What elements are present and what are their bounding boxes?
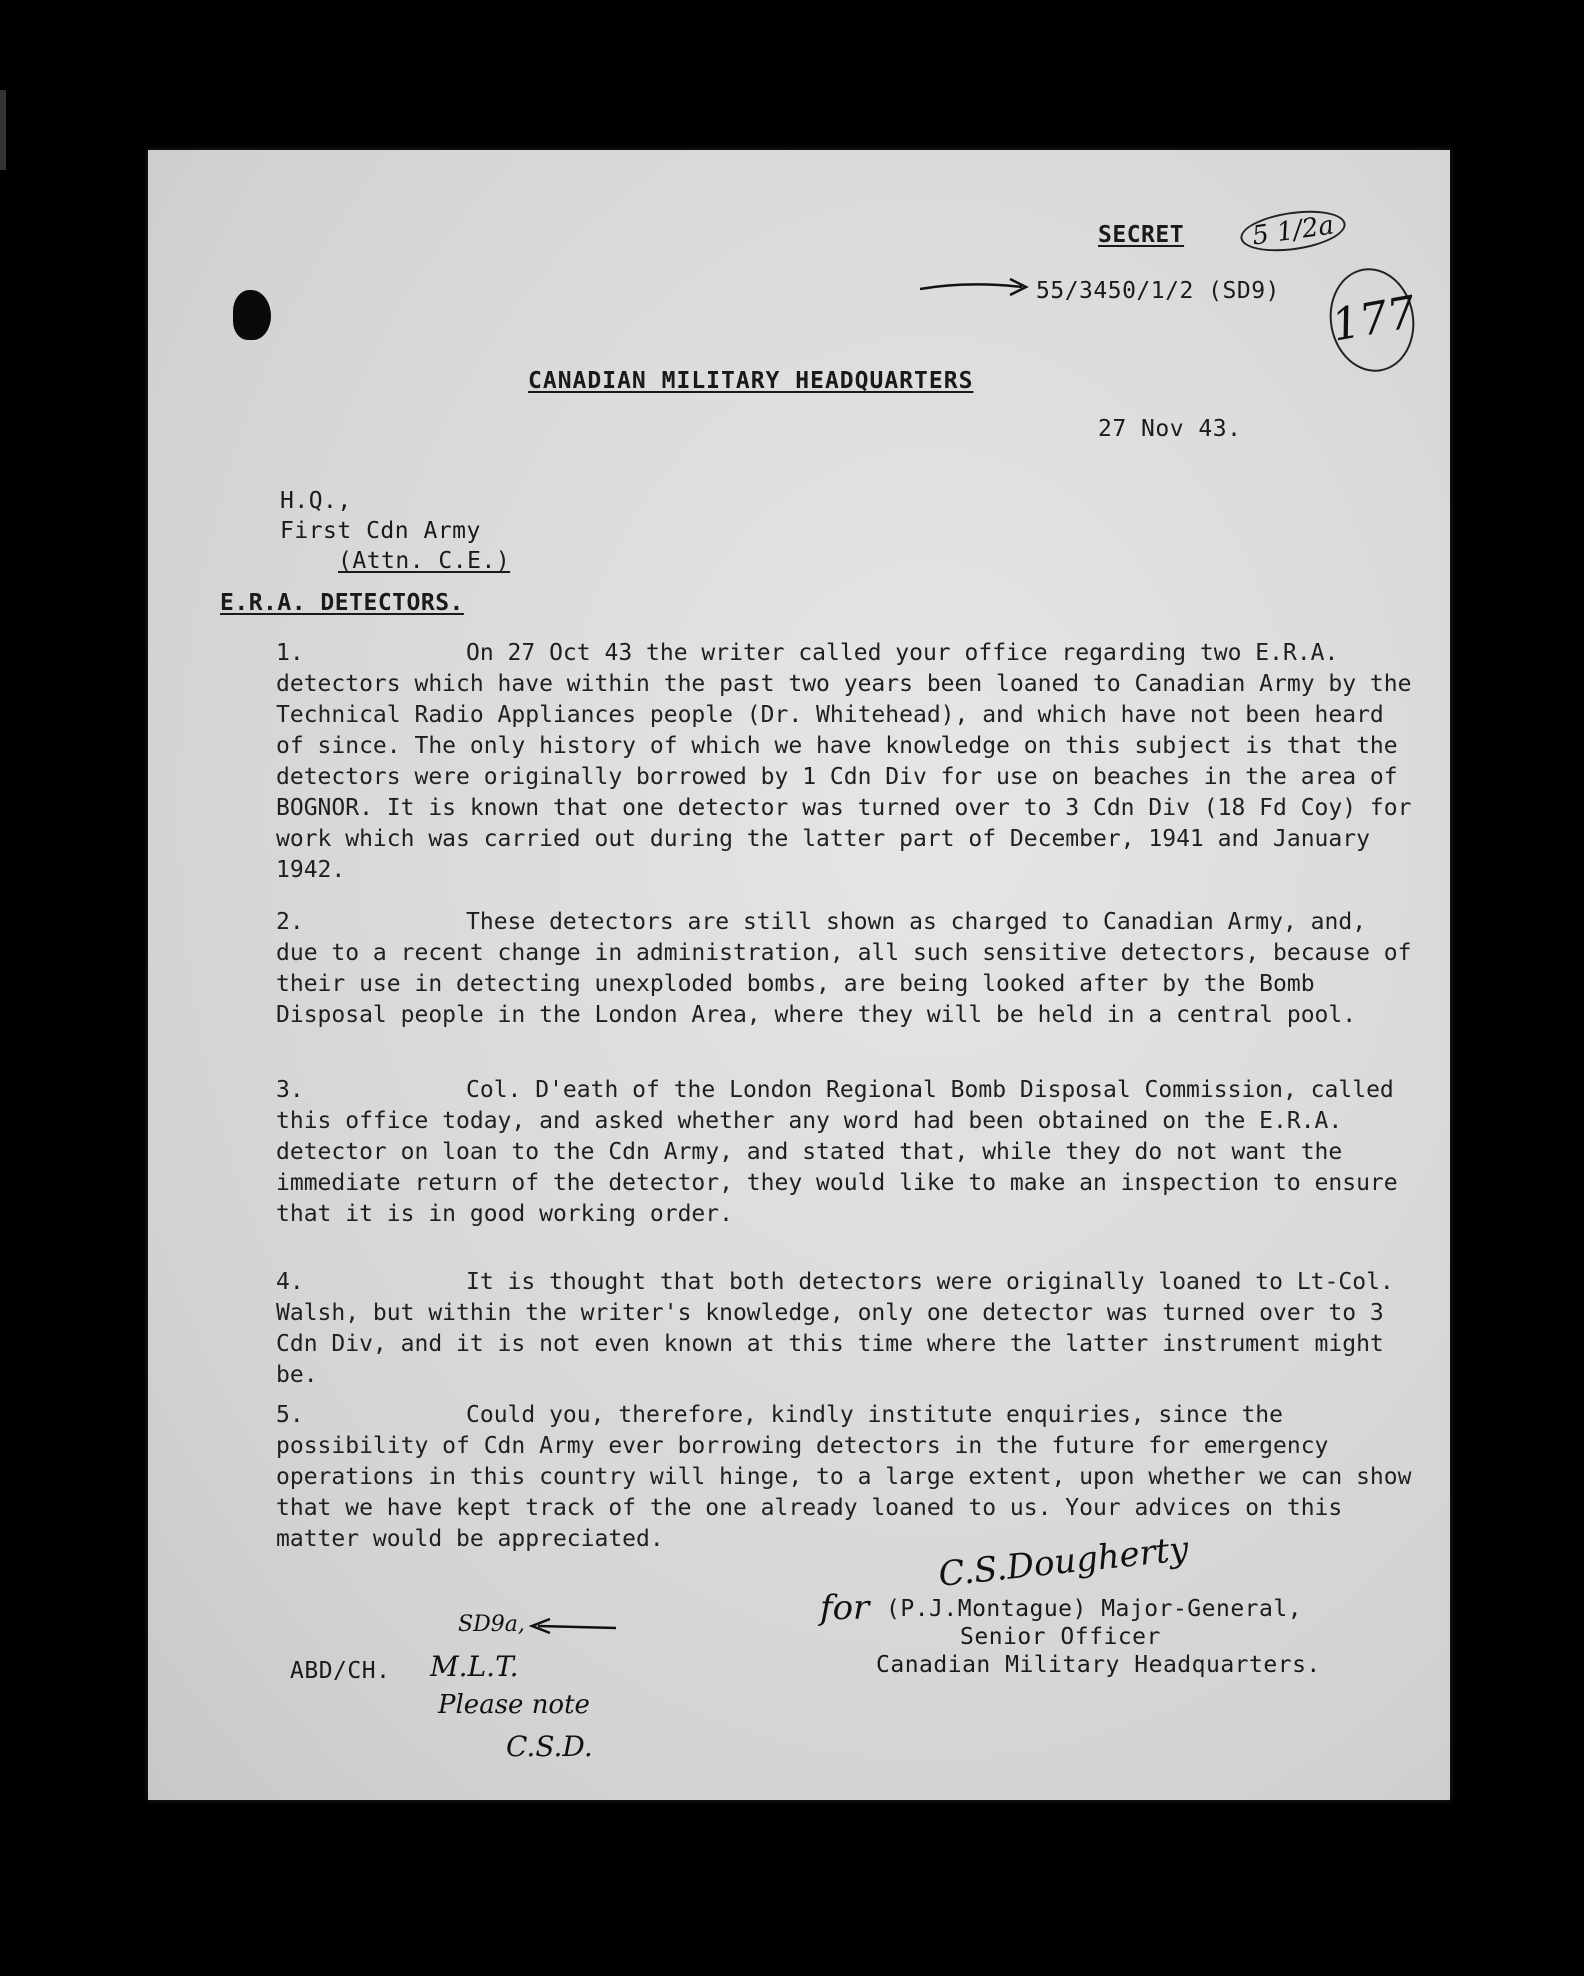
document-page	[148, 150, 1450, 1800]
paragraph-text: These detectors are still shown as charged to Canadian Army, and, due to a recent change in administration, all such sensitive detectors, because of their use in detecting unexploded bombs, are being looked after by the Bomb Disposal people in the London Area, where they will be held in a central pool.	[276, 909, 1412, 1028]
signatory-title: Senior Officer	[960, 1624, 1161, 1650]
addressee-line-2: First Cdn Army	[280, 518, 481, 544]
paragraph-number: 1.	[276, 640, 304, 666]
handwritten-note-mlt: M.L.T.	[430, 1650, 519, 1683]
paragraph-5	[276, 1400, 1416, 1555]
paragraph-text: On 27 Oct 43 the writer called your office regarding two E.R.A. detectors which have within the past two years been loaned to Canadian Army by the Technical Radio Appliances people (Dr. Whitehead), and which have not been heard of since. The only history of which we have knowledge on this subject is that the detectors were originally borrowed by 1 Cdn Div for use on beaches in the area of BOGNOR. It is known that one detector was turned over to 3 Cdn Div (18 Fd Coy) for work which was carried out during the latter part of December, 1941 and January 1942.	[276, 640, 1412, 883]
letterhead-title: CANADIAN MILITARY HEADQUARTERS	[528, 368, 974, 394]
paragraph-number: 2.	[276, 909, 304, 935]
circled-page-number: 177	[1322, 261, 1423, 378]
handwritten-note-please-note: Please note	[438, 1690, 590, 1720]
paragraph-text: Col. D'eath of the London Regional Bomb Disposal Commission, called this office today, and asked whether any word had been obtained on the E.R.A. detector on loan to the Cdn Army, and stated that, while they do not want the immediate return of the detector, they would like to make an inspection to ensure that it is in good working order.	[276, 1077, 1398, 1227]
addressee-line-1: H.Q.,	[280, 488, 352, 514]
paragraph-text: Could you, therefore, kindly institute enquiries, since the possibility of Cdn Army ever borrowing detectors in the future for emergency operations in this country will hinge, to a large extent, upon whether we can show that we have kept track of the one already loaned to us. Your advices on this matter would be appreciated.	[276, 1402, 1412, 1552]
addressee-line-3: (Attn. C.E.)	[338, 548, 511, 574]
handwritten-note-initials: C.S.D.	[506, 1730, 593, 1763]
paragraph-number: 4.	[276, 1269, 304, 1295]
signatory-name: (P.J.Montague) Major-General,	[886, 1596, 1303, 1622]
letter-date: 27 Nov 43.	[1098, 416, 1242, 442]
paragraph-3	[276, 1075, 1416, 1230]
reference-initials: ABD/CH.	[290, 1658, 391, 1684]
signatory-org: Canadian Military Headquarters.	[876, 1652, 1321, 1678]
paragraph-text: It is thought that both detectors were originally loaned to Lt-Col. Walsh, but within the writer's knowledge, only one detector was turned over to 3 Cdn Div, and it is not even known at this time where the latter instrument might be.	[276, 1269, 1394, 1388]
ink-blot	[233, 290, 271, 340]
classification-label: SECRET	[1098, 222, 1185, 248]
handwritten-signature: C.S.Dougherty	[936, 1528, 1191, 1596]
handwritten-for-mark: for	[820, 1588, 870, 1628]
scan-edge-mark	[0, 90, 6, 170]
paragraph-4	[276, 1267, 1416, 1391]
handwritten-note-sd9a: SD9a,	[458, 1612, 525, 1637]
handwritten-ref-top: 5 1/2a	[1238, 205, 1348, 257]
paragraph-1	[276, 638, 1416, 886]
subject-line: E.R.A. DETECTORS.	[220, 590, 464, 616]
paragraph-2	[276, 907, 1416, 1031]
paragraph-number: 5.	[276, 1402, 304, 1428]
file-reference: 55/3450/1/2 (SD9)	[1036, 278, 1280, 304]
paragraph-number: 3.	[276, 1077, 304, 1103]
arrow-icon	[918, 275, 1030, 299]
arrow-icon	[526, 1618, 618, 1636]
